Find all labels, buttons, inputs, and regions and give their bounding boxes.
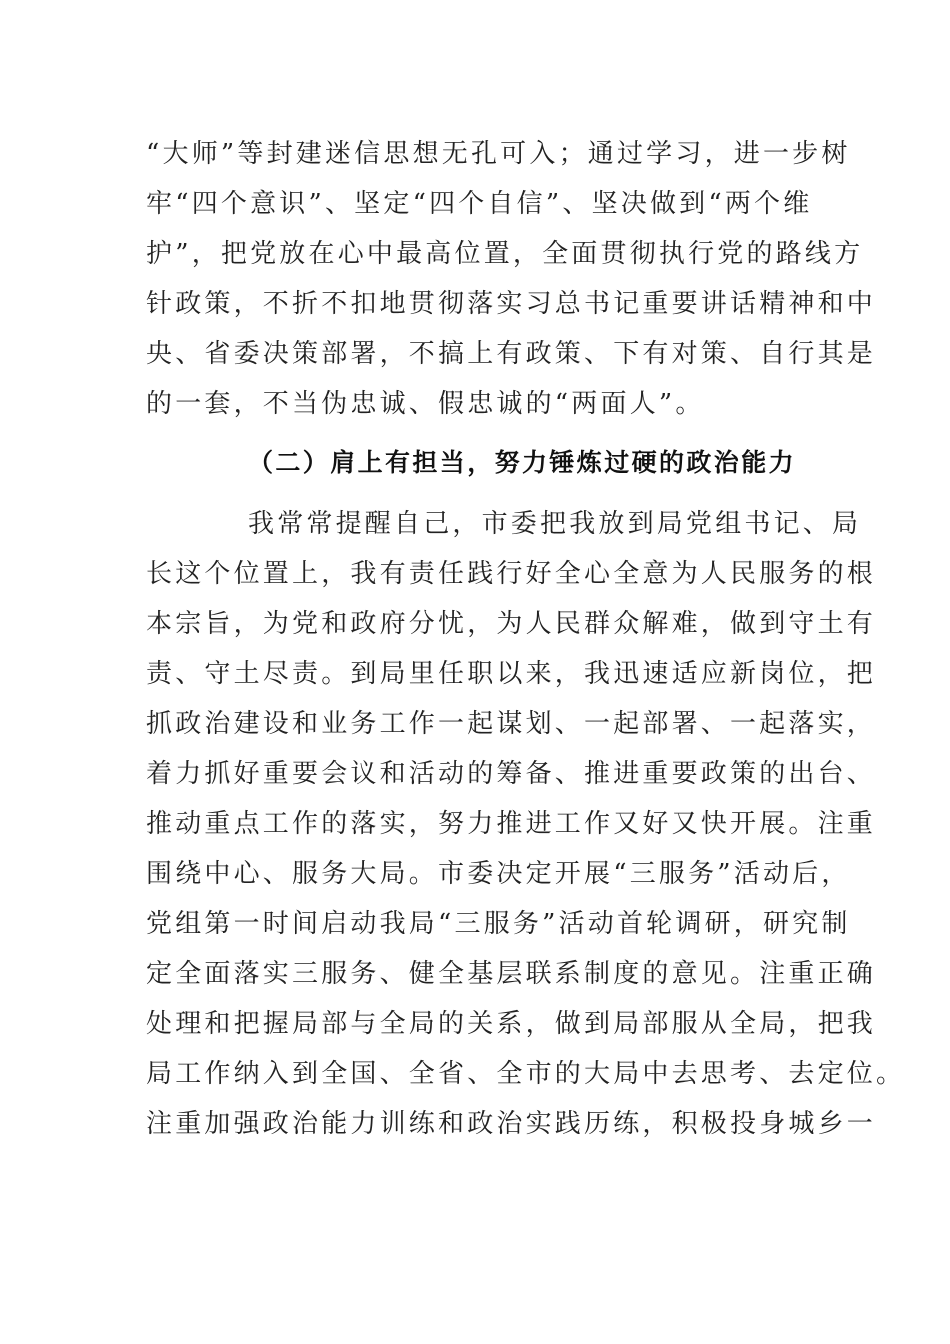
- paragraph-line: 注重加强政治能力训练和政治实践历练，积极投身城乡一: [146, 1109, 877, 1139]
- paragraph-line: 责、守土尽责。到局里任职以来，我迅速适应新岗位，把: [146, 659, 877, 689]
- paragraph-line: 党组第一时间启动我局“三服务”活动首轮调研，研究制: [146, 909, 851, 939]
- paragraph-line: 针政策，不折不扣地贯彻落实习总书记重要讲话精神和中: [146, 289, 877, 319]
- paragraph-line: 定全面落实三服务、健全基层联系制度的意见。注重正确: [146, 959, 877, 989]
- paragraph-line: 护”，把党放在心中最高位置，全面贯彻执行党的路线方: [146, 239, 864, 269]
- paragraph-line: 长这个位置上，我有责任践行好全心全意为人民服务的根: [146, 559, 877, 589]
- paragraph-line: 本宗旨，为党和政府分忧，为人民群众解难，做到守土有: [146, 609, 877, 639]
- paragraph-line: 处理和把握局部与全局的关系，做到局部服从全局，把我: [146, 1009, 877, 1039]
- paragraph-line: 抓政治建设和业务工作一起谋划、一起部署、一起落实，: [146, 709, 877, 739]
- paragraph-line: “大师”等封建迷信思想无孔可入；通过学习，进一步树: [146, 139, 851, 169]
- paragraph-line: 推动重点工作的落实，努力推进工作又好又快开展。注重: [146, 809, 877, 839]
- paragraph-line: 央、省委决策部署，不搞上有政策、下有对策、自行其是: [146, 339, 877, 369]
- paragraph-line: 围绕中心、服务大局。市委决定开展“三服务”活动后，: [146, 859, 851, 889]
- paragraph-line: 着力抓好重要会议和活动的筹备、推进重要政策的出台、: [146, 759, 877, 789]
- paragraph-line: 局工作纳入到全国、全省、全市的大局中去思考、去定位。: [146, 1059, 906, 1089]
- paragraph-line: 牢“四个意识”、坚定“四个自信”、坚决做到“两个维: [146, 189, 813, 219]
- section-heading: （二）肩上有担当，努力锤炼过硬的政治能力: [248, 448, 797, 477]
- paragraph-line: 的一套，不当伪忠诚、假忠诚的“两面人”。: [146, 389, 705, 419]
- paragraph-line: 我常常提醒自己，市委把我放到局党组书记、局: [248, 509, 862, 539]
